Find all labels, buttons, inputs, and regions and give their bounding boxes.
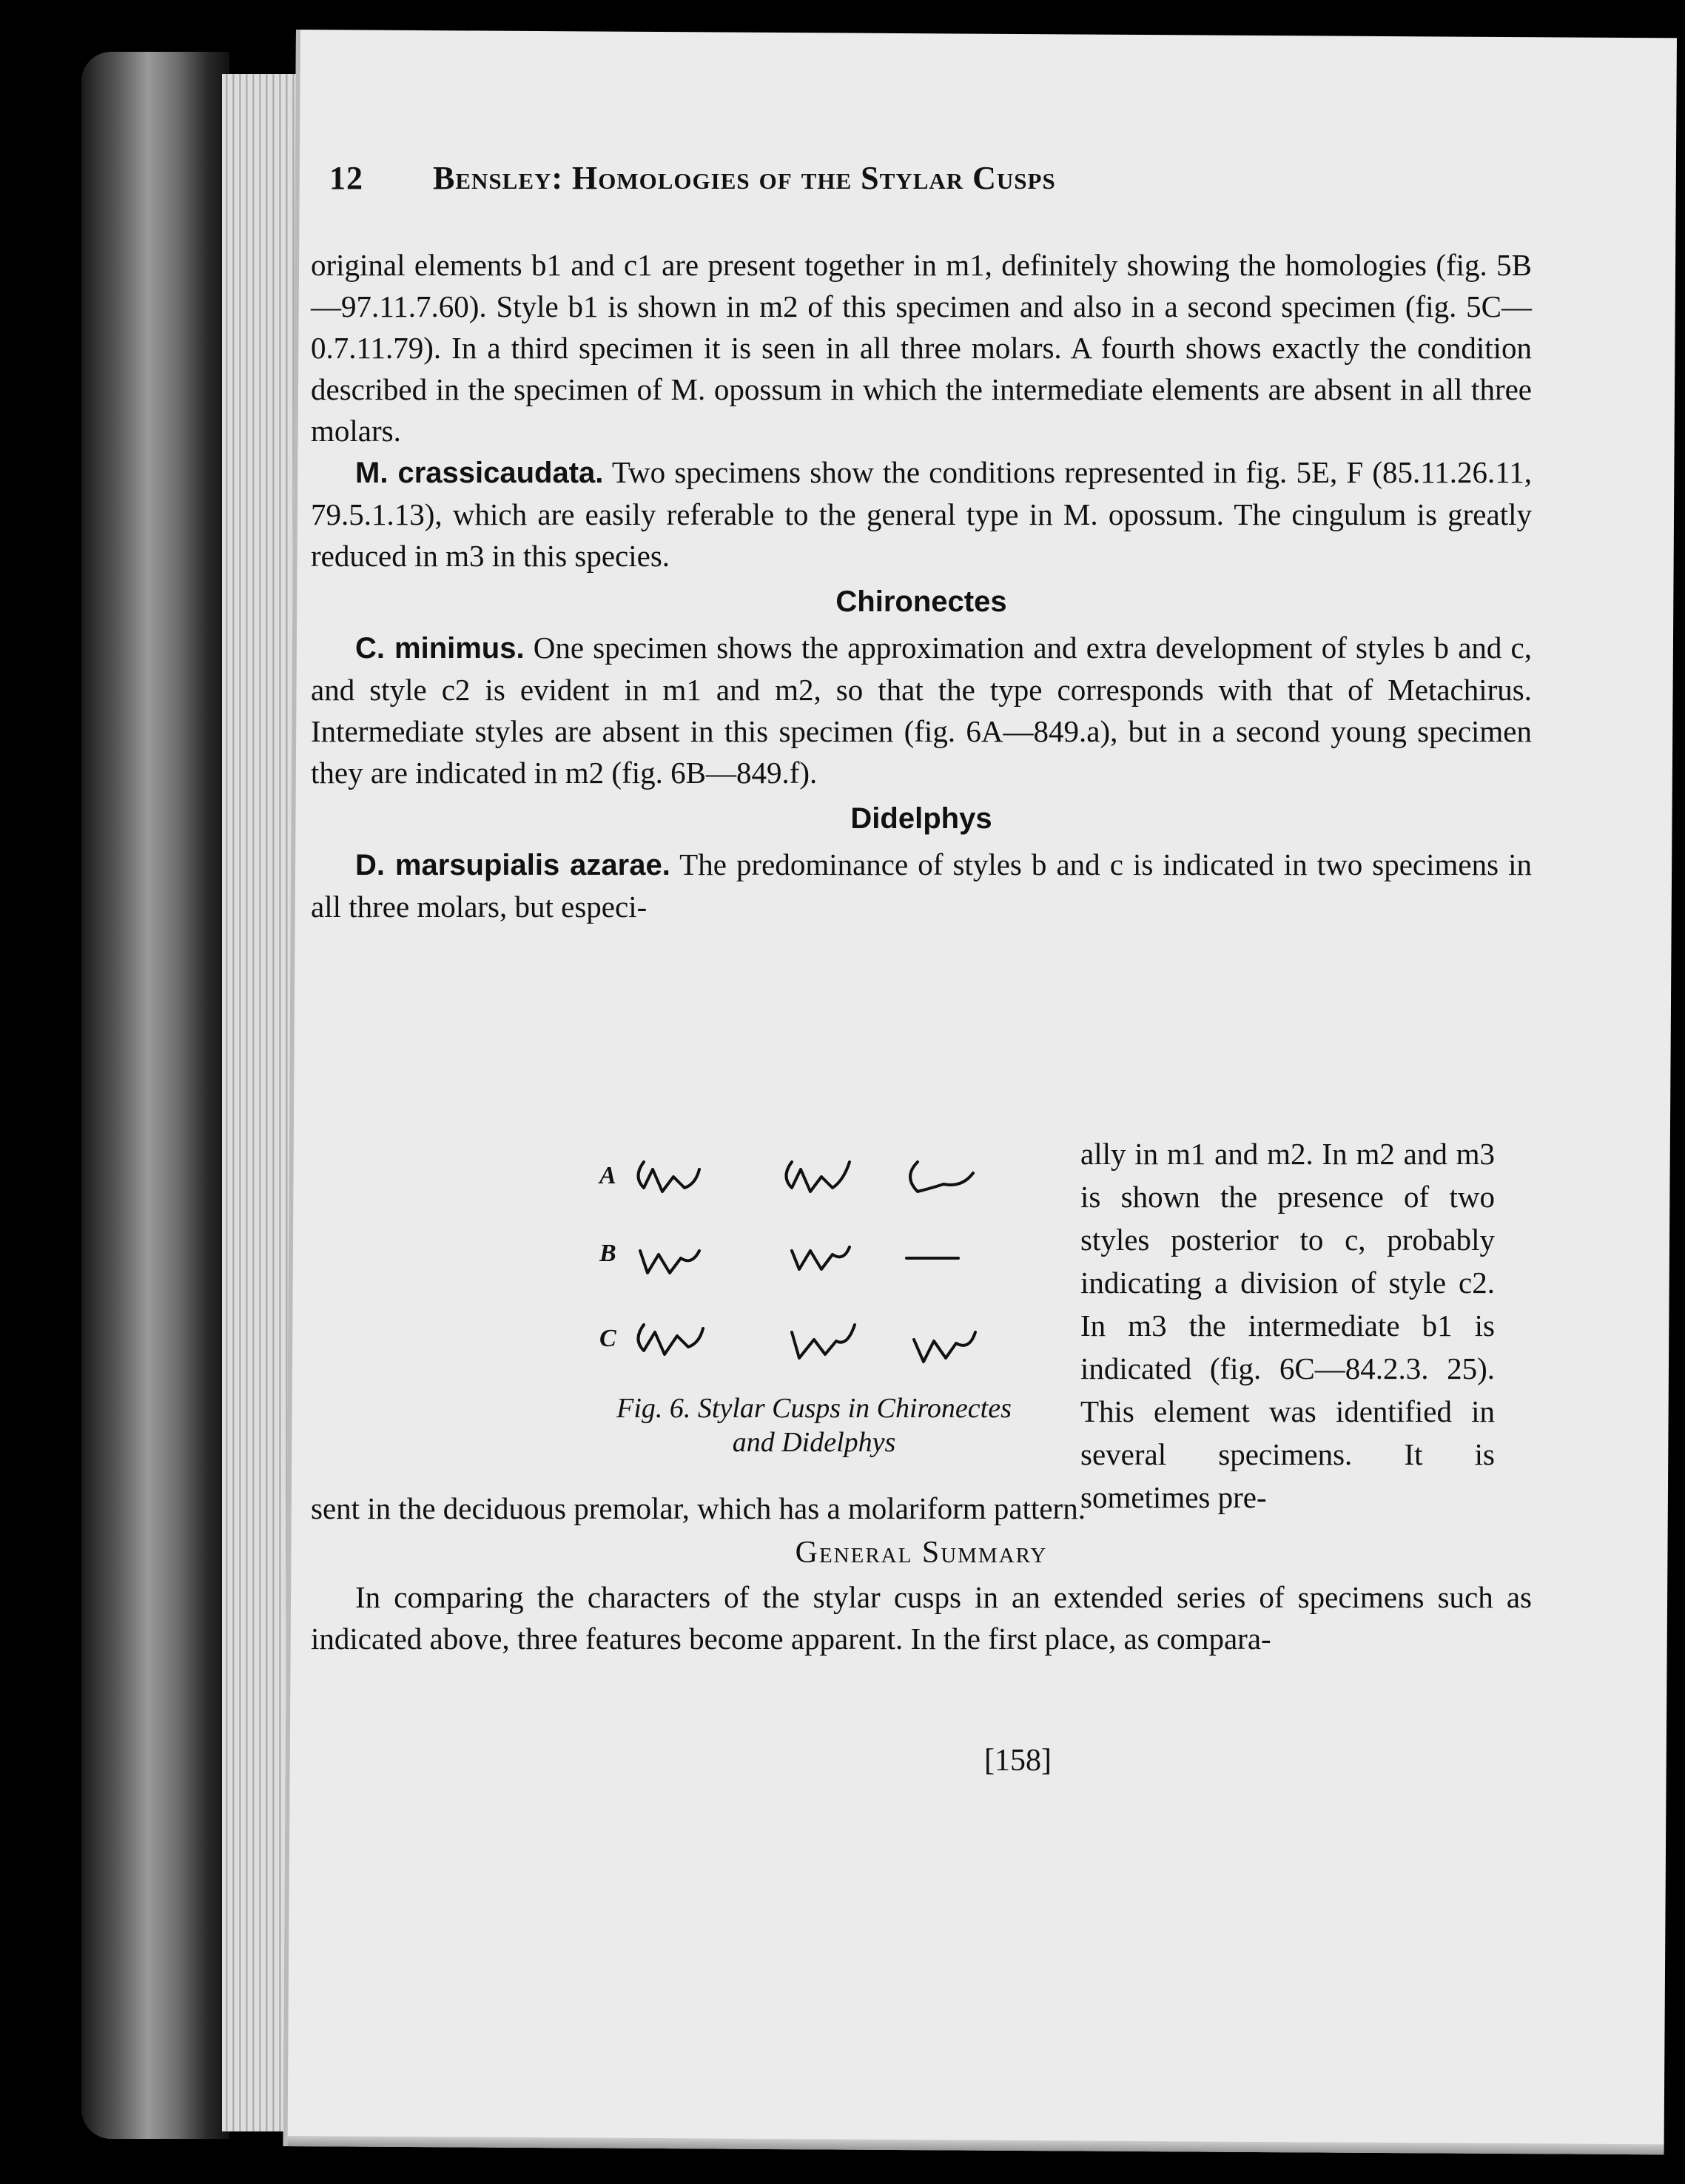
caption-line-1: Fig. 6. Stylar Cusps in Chironectes bbox=[616, 1393, 1012, 1424]
wrapped-text-column: ally in m1 and m2. In m2 and m3 is shown the presence of two styles posterior to c, probably indicating a division of style c2. In m3 the intermediate b1 is indicated (fig. 6C—84.2.3. 25). This element was identified in several specimens. It is sometimes pre- bbox=[1080, 1137, 1495, 1514]
cusp-outline-b2 bbox=[792, 1247, 850, 1269]
paragraph-4-text: The predominance of styles b and c is indicated in two specimens in all three molars, but especi- bbox=[311, 847, 1532, 924]
cusp-outline-c2 bbox=[792, 1325, 855, 1358]
figure-6 bbox=[570, 1147, 1058, 1495]
paragraph-3-text: One specimen shows the approximation and extra development of styles b and c, and style c2 is evident in m1 and m2, so that the type corresponds with that of Metachirus. Intermediate styles are absent in this specimen (fig. 6A—849.a), but in a second young specimen they are indicated in m2 (fig. 6B—849.f). bbox=[311, 631, 1532, 790]
paragraph-1: original elements b1 and c1 are present together in m1, definitely showing the homologies (fig. 5B—97.11.7.60). Style b1 is shown in m2 of this specimen and also in a second specimen (fig. 5C—0.7.11.79). In a third specimen it is seen in all three molars. A fourth shows exactly the condition described in the specimen of M. opossum in which the intermediate elements are absent in all three molars. bbox=[311, 248, 1532, 448]
figure-label-c: C bbox=[599, 1325, 616, 1352]
figure-caption bbox=[570, 1391, 1058, 1459]
figure-label-b: B bbox=[599, 1240, 616, 1267]
paragraph-2 bbox=[311, 451, 1532, 577]
section-heading-chironectes: Chironectes bbox=[835, 585, 1007, 618]
caption-line-2: and Didelphys bbox=[732, 1427, 896, 1458]
species-name: M. crassicaudata. bbox=[355, 457, 604, 489]
species-name: C. minimus. bbox=[355, 632, 525, 665]
page-number: 12 bbox=[329, 160, 363, 196]
body-text-bottom bbox=[311, 1488, 1532, 1659]
cusp-outline-a3 bbox=[910, 1162, 973, 1192]
paragraph-4-end: sent in the deciduous premolar, which has a molariform pattern. bbox=[311, 1491, 1086, 1525]
book-spine bbox=[81, 52, 229, 2139]
section-heading-didelphys: Didelphys bbox=[850, 802, 992, 835]
cusp-outline-c3 bbox=[914, 1332, 975, 1362]
cusp-outline-b1 bbox=[640, 1251, 699, 1273]
paragraph-3 bbox=[311, 627, 1532, 793]
cusp-outline-c1 bbox=[639, 1325, 704, 1354]
paragraph-4-start bbox=[311, 844, 1532, 927]
running-title: Bensley: Homologies of the Stylar Cusps bbox=[433, 160, 1056, 196]
stylar-cusp-drawings bbox=[570, 1147, 1058, 1391]
cusp-outline-a1 bbox=[639, 1162, 700, 1192]
cusp-outline-a2 bbox=[787, 1162, 850, 1192]
figure-label-a: A bbox=[599, 1162, 616, 1189]
body-text-top bbox=[311, 244, 1532, 927]
folio: [158] bbox=[984, 1744, 1052, 1778]
paragraph-2-text: Two specimens show the conditions represented in fig. 5E, F (85.11.26.11, 79.5.1.13), which are easily referable to the general type in M. opossum. The cingulum is greatly reduced in m3 in this species. bbox=[311, 455, 1532, 573]
species-name: D. marsupialis azarae. bbox=[355, 849, 670, 881]
section-heading-summary: General Summary bbox=[795, 1536, 1048, 1570]
paragraph-5: In comparing the characters of the stylar cusps in an extended series of specimens such as indicated above, three features become apparent. In the first place, as compara- bbox=[311, 1580, 1532, 1656]
